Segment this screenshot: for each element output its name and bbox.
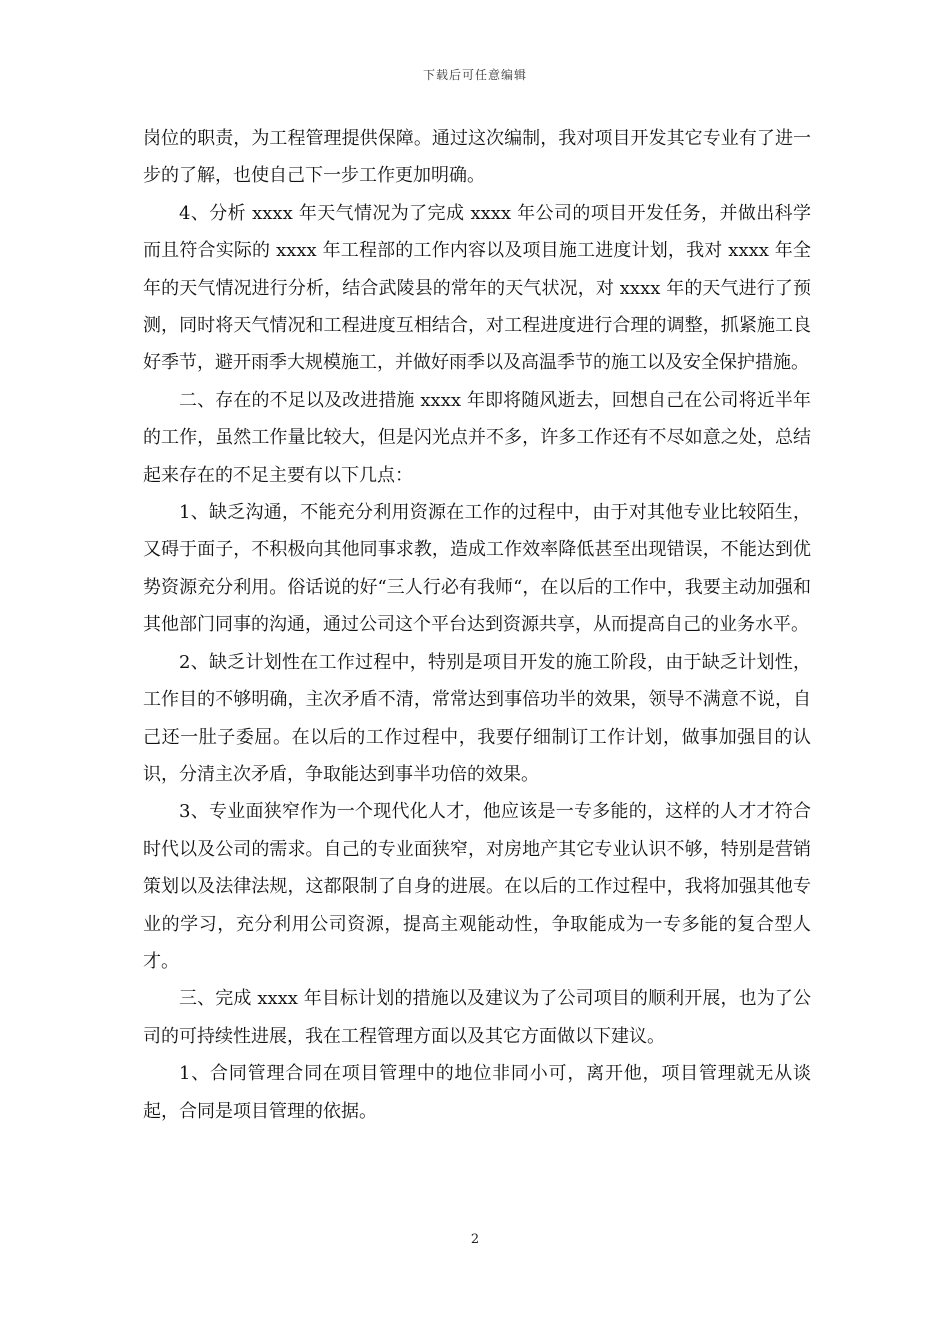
paragraph: 二、存在的不足以及改进措施 xxxx 年即将随风逝去，回想自己在公司将近半年的工作，虽然工作量比较大，但是闪光点并不多，许多工作还有不尽如意之处，总结起来存在的不足主要有以下几点： <box>143 389 811 486</box>
paragraph: 3、专业面狭窄作为一个现代化人才，他应该是一专多能的，这样的人才才符合时代以及公司的需求。自己的专业面狭窄，对房地产其它专业认识不够，特别是营销策划以及法律法规，这都限制了自身的进展。在以后的工作过程中，我将加强其他专业的学习，充分利用公司资源，提高主观能动性，争取能成为一专多能的复合型人才。 <box>143 801 811 972</box>
paragraph: 2、缺乏计划性在工作过程中，特别是项目开发的施工阶段，由于缺乏计划性，工作目的不够明确，主次矛盾不清，常常达到事倍功半的效果，领导不满意不说，自己还一肚子委屈。在以后的工作过程中，我要仔细制订工作计划，做事加强目的认识，分清主次矛盾，争取能达到事半功倍的效果。 <box>143 651 811 785</box>
paragraph: 三、完成 xxxx 年目标计划的措施以及建议为了公司项目的顺利开展，也为了公司的可持续性进展，我在工程管理方面以及其它方面做以下建议。 <box>143 988 811 1047</box>
document-body <box>143 120 811 1130</box>
paragraph: 4、分析 xxxx 年天气情况为了完成 xxxx 年公司的项目开发任务，并做出科学而且符合实际的 xxxx 年工程部的工作内容以及项目施工进度计划，我对 xxxx 年全年的天气情况进行分析，结合武陵县的常年的天气状况，对 xxxx 年的天气进行了预测，同时将天气情况和工程进度互相结合，对工程进度进行合理的调整，抓紧施工良好季节，避开雨季大规模施工，并做好雨季以及高温季节的施工以及安全保护措施。 <box>143 202 811 374</box>
paragraph: 岗位的职责，为工程管理提供保障。通过这次编制，我对项目开发其它专业有了进一步的了解，也使自己下一步工作更加明确。 <box>143 128 811 187</box>
paragraph: 1、合同管理合同在项目管理中的地位非同小可，离开他，项目管理就无从谈起，合同是项目管理的依据。 <box>143 1063 811 1122</box>
page-header: 下载后可任意编辑 <box>422 68 527 82</box>
page-number: 2 <box>470 1232 480 1247</box>
paragraph: 1、缺乏沟通，不能充分利用资源在工作的过程中，由于对其他专业比较陌生，又碍于面子，不积极向其他同事求教，造成工作效率降低甚至出现错误，不能达到优势资源充分利用。俗话说的好“三人行必有我师“，在以后的工作中，我要主动加强和其他部门同事的沟通，通过公司这个平台达到资源共享，从而提高自己的业务水平。 <box>143 502 811 636</box>
